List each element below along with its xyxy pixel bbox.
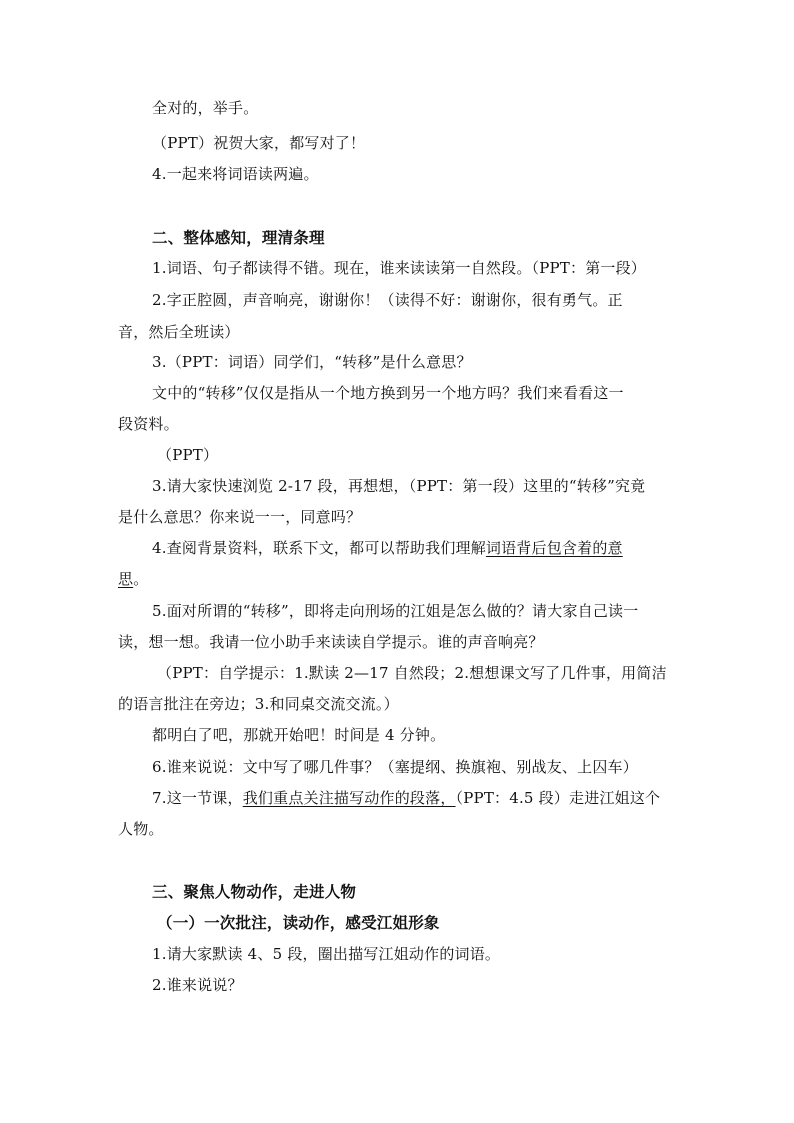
text-line: 的语言批注在旁边；3.和同桌交流交流。） (118, 695, 399, 713)
text-line: 人物。 (118, 820, 164, 838)
text-line: 是什么意思？你来说一一，同意吗？ (118, 508, 362, 526)
text-line: 2.字正腔圆，声音响亮，谢谢你！（读得不好：谢谢你，很有勇气。正 (152, 291, 623, 309)
text-line: 2.谁来说说？ (152, 976, 243, 994)
text-line: 文中的“转移”仅仅是指从一个地方换到另一个地方吗？我们来看看这一 (152, 384, 624, 402)
text-line: 段资料。 (118, 415, 179, 433)
section-heading: 二、整体感知，理清条理 (152, 228, 325, 247)
text-line: 都明白了吧，那就开始吧！时间是 4 分钟。 (152, 726, 446, 744)
text-line: （PPT） (157, 446, 219, 464)
text-segment: 4.查阅背景资料，联系下文，都可以帮助我们理解 (152, 539, 486, 557)
text-line: （PPT：自学提示：1.默读 2—17 自然段；2.想想课文写了几件事，用简洁 (157, 664, 667, 682)
text-line (152, 788, 660, 808)
text-line: 5.面对所谓的“转移”，即将走向刑场的江姐是怎么做的？请大家自己读一 (152, 602, 639, 620)
text-line: （PPT）祝贺大家，都写对了！ (152, 134, 366, 152)
text-line (152, 538, 623, 558)
text-line: 3.（PPT：词语）同学们，“转移”是什么意思？ (152, 353, 472, 371)
section-heading: 三、聚焦人物动作，走进人物 (152, 882, 357, 901)
underlined-text: 我们重点关注描写动作的段落， (242, 789, 456, 807)
subsection-heading: （一）一次批注，读动作，感受江姐形象 (157, 913, 440, 932)
text-line: 音，然后全班读） (118, 323, 240, 341)
text-line: 4.一起来将词语读两遍。 (152, 165, 319, 183)
text-line: 全对的，举手。 (152, 99, 259, 117)
underlined-text: 思 (118, 570, 134, 588)
text-segment: （PPT：4.5 段）走进江姐这个 (455, 789, 661, 807)
text-line: 读，想一想。我请一位小助手来读读自学提示。谁的声音响亮？ (118, 633, 544, 651)
text-line: 1.词语、句子都读得不错。现在，谁来读读第一自然段。（PPT：第一段） (152, 259, 647, 277)
text-line: 3.请大家快速浏览 2-17 段，再想想，（PPT：第一段）这里的“转移”究竟 (152, 477, 646, 495)
text-line: 6.谁来说说：文中写了哪几件事？（塞提纲、换旗袍、别战友、上囚车） (152, 758, 638, 776)
text-segment: 7.这一节课， (152, 789, 243, 807)
text-segment: 。 (133, 570, 149, 588)
underlined-text: 词语背后包含着的意 (485, 539, 623, 557)
text-line (118, 569, 148, 589)
text-line: 1.请大家默读 4、5 段，圈出描写江姐动作的词语。 (152, 945, 501, 963)
